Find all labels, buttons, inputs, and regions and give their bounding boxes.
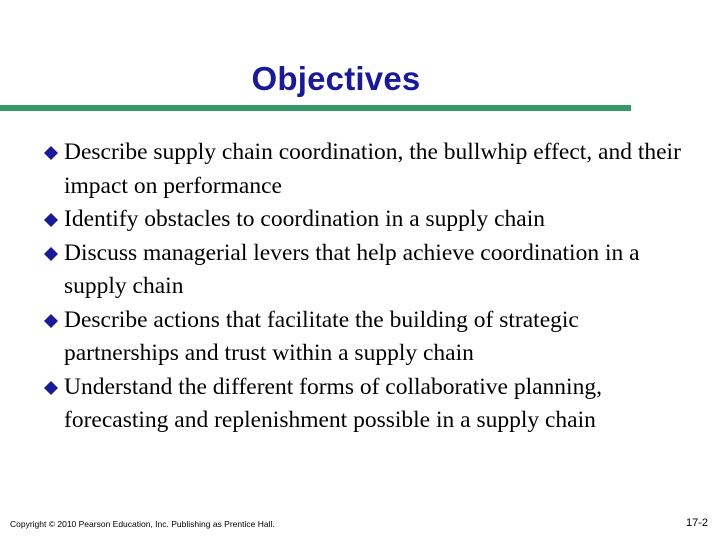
bullet-list — [44, 136, 694, 438]
slide-title: Objectives — [251, 60, 421, 97]
slide-number: 17-2 — [685, 517, 708, 529]
diamond-bullet-icon — [44, 247, 58, 261]
bullet-text: Describe actions that facilitate the building of strategic partnerships and trust within a supply chain — [64, 306, 579, 366]
bullet-item — [44, 304, 694, 371]
bullet-text: Understand the different forms of collaborative planning, forecasting and replenishment possible in a supply chain — [64, 373, 602, 433]
diamond-bullet-icon — [44, 314, 58, 328]
diamond-bullet-icon — [44, 213, 58, 227]
title-underline — [0, 105, 631, 111]
diamond-bullet-icon — [44, 146, 58, 160]
bullet-item — [44, 371, 694, 438]
diamond-bullet-icon — [44, 381, 58, 395]
bullet-text: Discuss managerial levers that help achieve coordination in a supply chain — [64, 239, 640, 299]
bullet-text: Describe supply chain coordination, the bullwhip effect, and their impact on performance — [64, 139, 681, 199]
bullet-text: Identify obstacles to coordination in a supply chain — [64, 206, 545, 232]
bullet-item — [44, 136, 694, 203]
copyright-text: Copyright © 2010 Pearson Education, Inc. Publishing as Prentice Hall. — [10, 519, 275, 529]
bullet-item — [44, 203, 694, 237]
bullet-item — [44, 237, 694, 304]
